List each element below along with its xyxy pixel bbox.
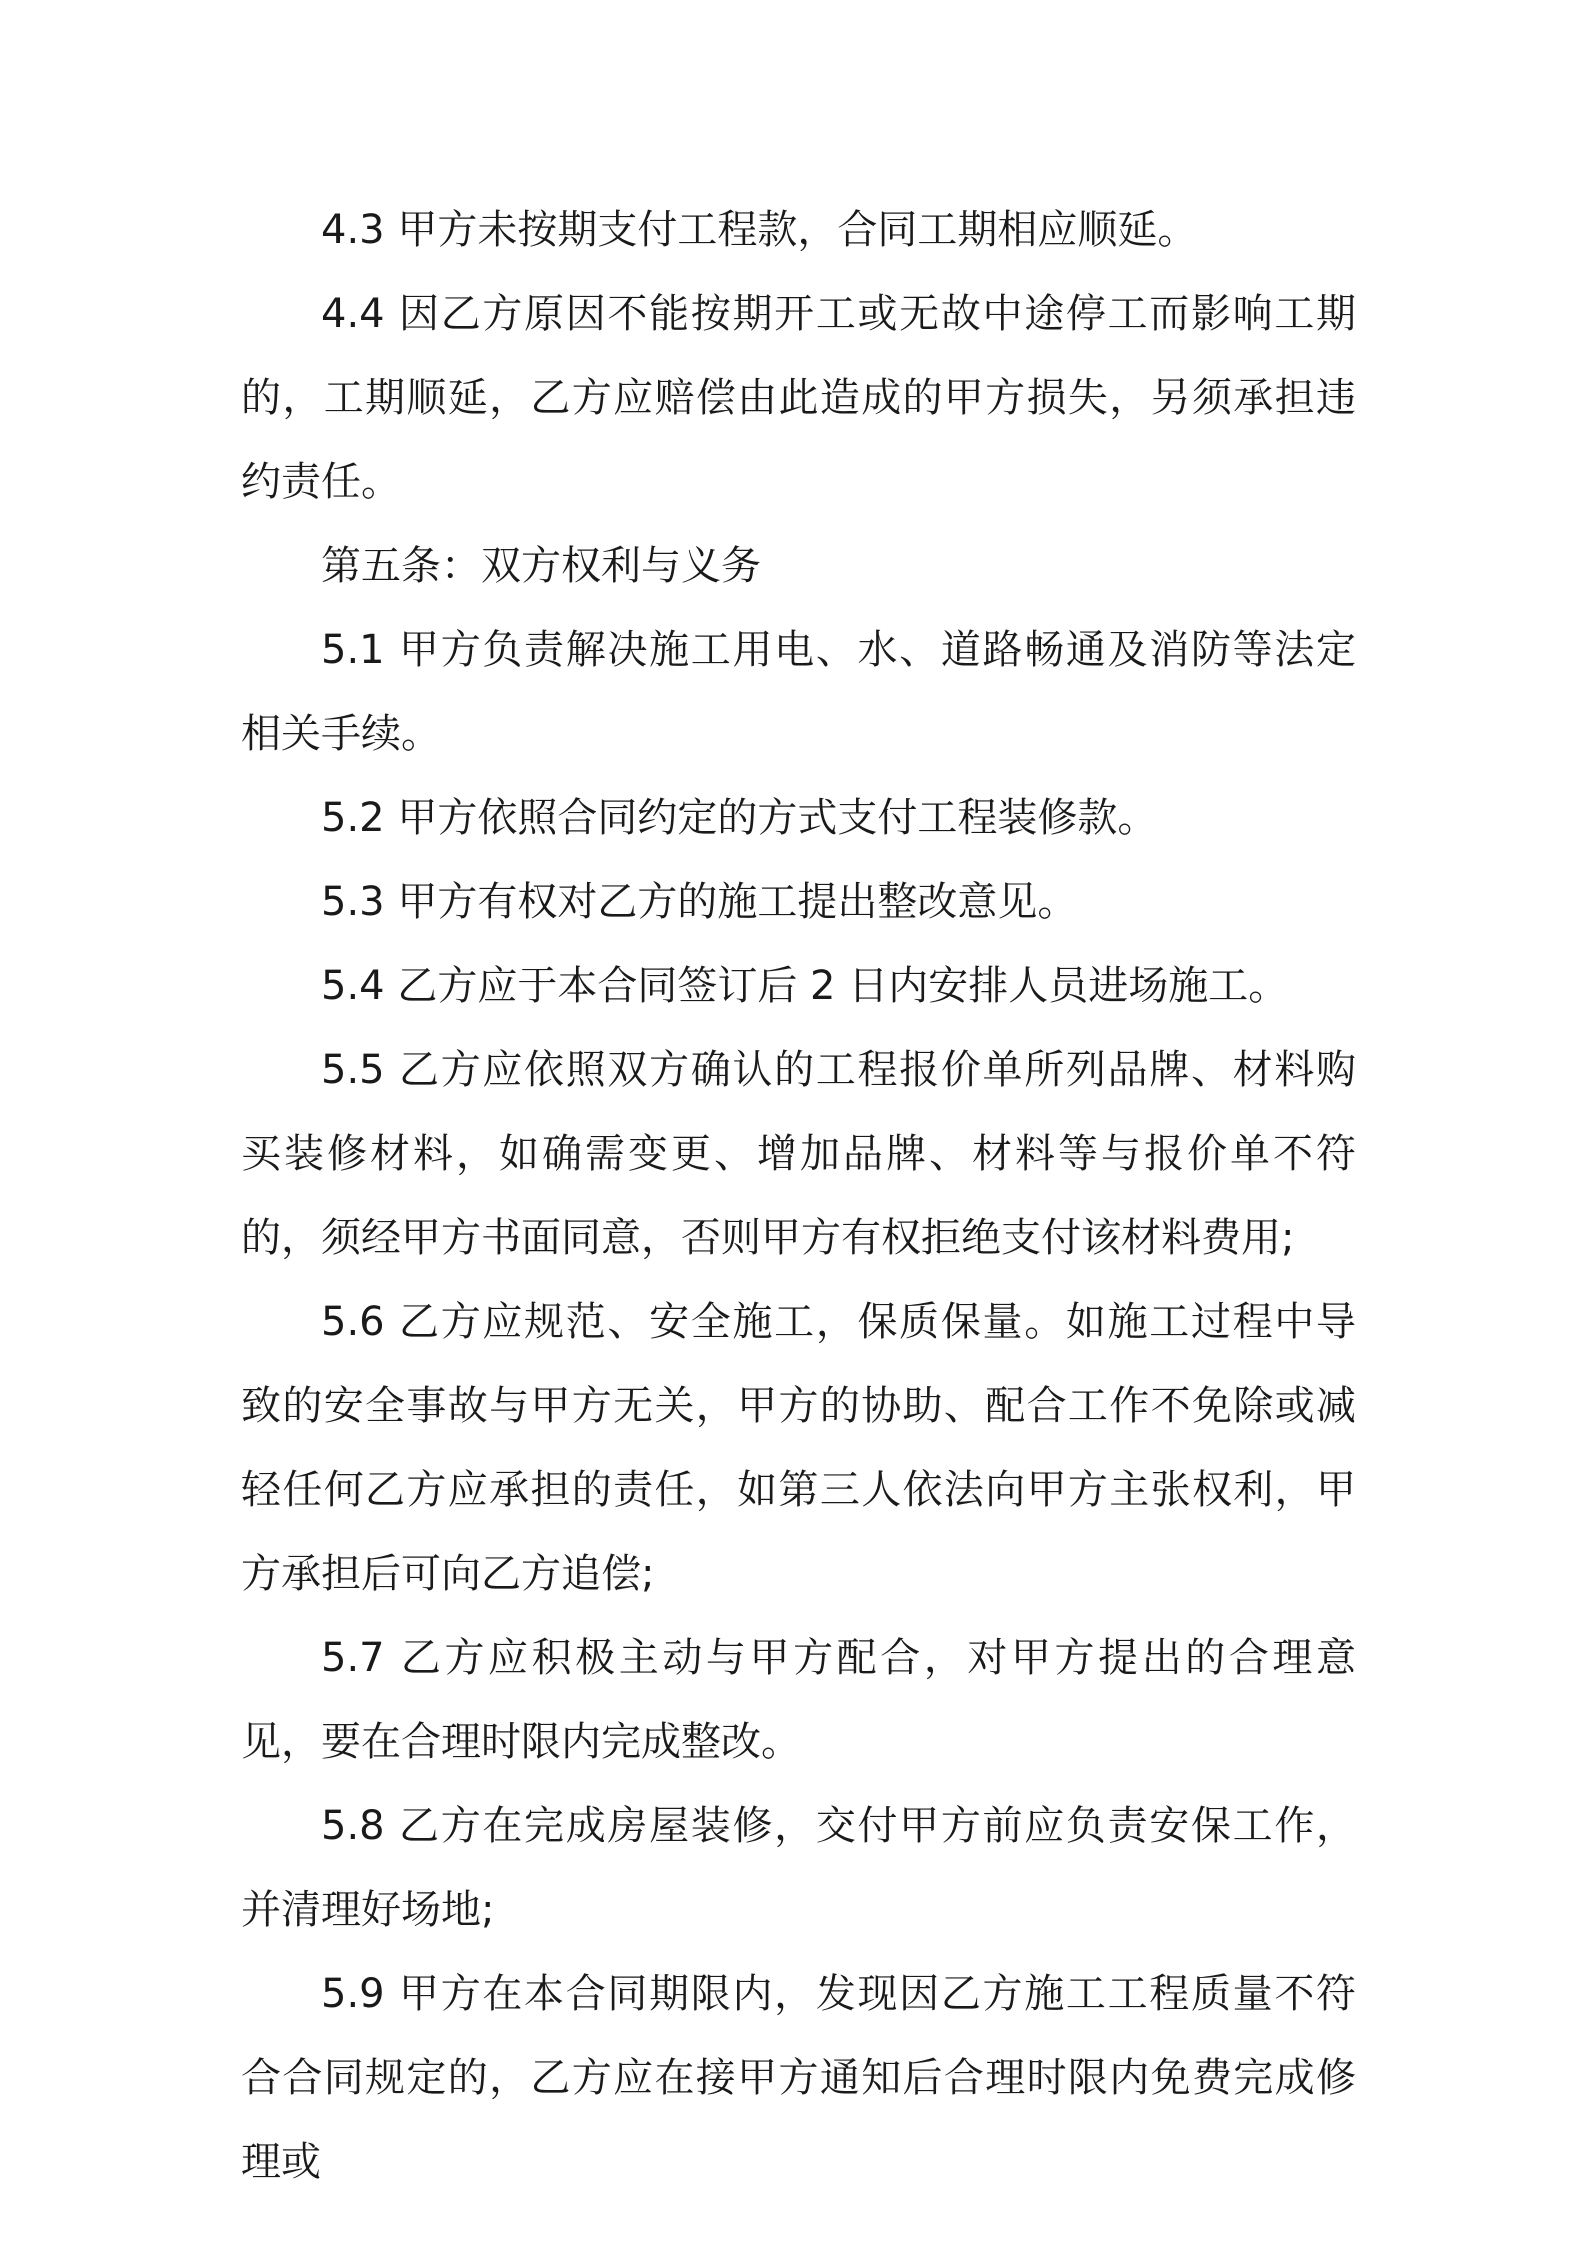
- paragraph-5-3: 5.3 甲方有权对乙方的施工提出整改意见。: [321, 879, 1078, 925]
- paragraph-5-8: 5.8 乙方在完成房屋装修，交付甲方前应负责安保工作，并清理好场地;: [241, 1803, 1356, 1933]
- paragraph-5-5: 5.5 乙方应依照双方确认的工程报价单所列品牌、材料购买装修材料，如确需变更、增加品牌、材料等与报价单不符的，须经甲方书面同意，否则甲方有权拒绝支付该材料费用;: [241, 1047, 1356, 1261]
- paragraph-4-4: 4.4 因乙方原因不能按期开工或无故中途停工而影响工期的，工期顺延，乙方应赔偿由此造成的甲方损失，另须承担违约责任。: [241, 291, 1356, 505]
- paragraph-4-3: 4.3 甲方未按期支付工程款，合同工期相应顺延。: [321, 207, 1198, 253]
- paragraph-5-2: 5.2 甲方依照合同约定的方式支付工程装修款。: [321, 795, 1158, 841]
- document-body: [241, 188, 1356, 2204]
- paragraph-5-1: 5.1 甲方负责解决施工用电、水、道路畅通及消防等法定相关手续。: [241, 627, 1356, 757]
- paragraph-5-9: 5.9 甲方在本合同期限内，发现因乙方施工工程质量不符合合同规定的，乙方应在接甲方通知后合理时限内免费完成修理或: [241, 1971, 1356, 2185]
- paragraph-5-6: 5.6 乙方应规范、安全施工，保质保量。如施工过程中导致的安全事故与甲方无关，甲方的协助、配合工作不免除或减轻任何乙方应承担的责任，如第三人依法向甲方主张权利，甲方承担后可向乙方追偿;: [241, 1299, 1356, 1597]
- paragraph-5-7: 5.7 乙方应积极主动与甲方配合，对甲方提出的合理意见，要在合理时限内完成整改。: [241, 1635, 1356, 1765]
- paragraph-5-4: 5.4 乙方应于本合同签订后 2 日内安排人员进场施工。: [321, 963, 1289, 1009]
- section-heading-article-5: 第五条：双方权利与义务: [321, 543, 761, 589]
